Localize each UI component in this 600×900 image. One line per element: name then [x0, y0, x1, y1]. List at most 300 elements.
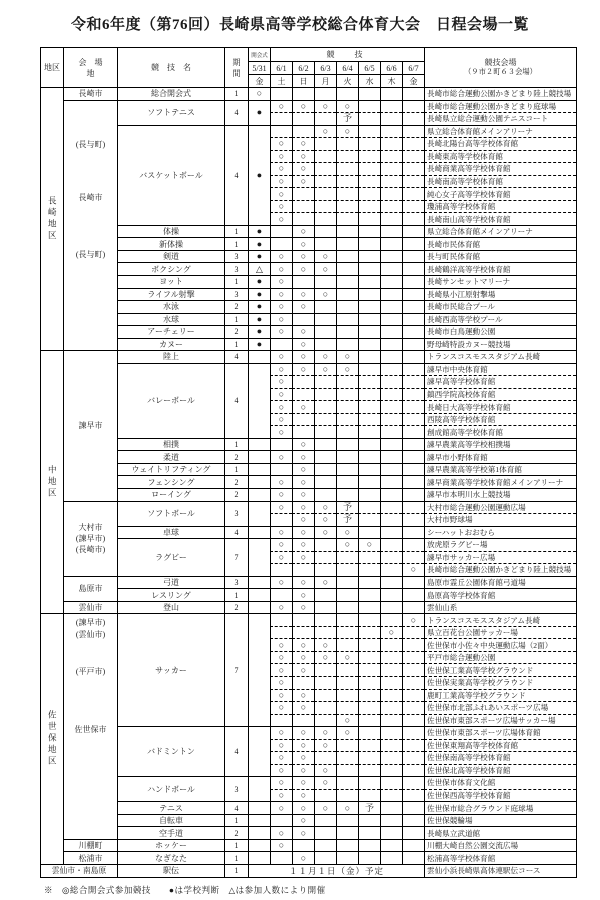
venue-cell: 長崎西高等学校プール	[424, 313, 576, 326]
day-mark-cell: ○	[270, 801, 292, 814]
day-mark-cell	[358, 388, 380, 401]
sport-name-cell: バレーボール	[117, 363, 224, 438]
header-period: 期 間	[224, 48, 248, 87]
day-mark-cell	[380, 112, 402, 125]
day-mark-cell	[336, 325, 358, 338]
day-mark-cell: ○	[292, 739, 314, 752]
day-mark-cell: ○	[270, 325, 292, 338]
day-mark-cell	[402, 225, 424, 238]
day-mark-cell	[380, 300, 402, 313]
day-mark-cell	[402, 338, 424, 351]
day-mark-cell	[314, 626, 336, 639]
header-day-week: 金	[402, 74, 424, 87]
day-mark-cell	[402, 137, 424, 150]
day-mark-cell	[402, 363, 424, 376]
day-mark-cell	[380, 513, 402, 526]
period-cell: 3	[224, 288, 248, 301]
day-mark-cell	[380, 250, 402, 263]
day-mark-cell	[358, 137, 380, 150]
day-mark-cell: ○	[270, 200, 292, 213]
day-mark-cell	[336, 262, 358, 275]
day-mark-cell	[314, 588, 336, 601]
opening-mark-cell	[248, 475, 270, 488]
day-mark-cell	[358, 526, 380, 539]
day-mark-cell	[380, 200, 402, 213]
day-mark-cell	[402, 162, 424, 175]
day-mark-cell	[270, 563, 292, 576]
day-mark-cell: ○	[270, 826, 292, 839]
venue-cell: 雲仙山系	[424, 601, 576, 614]
venue-cell: 長崎県小江原射撃場	[424, 288, 576, 301]
day-mark-cell: ○	[270, 400, 292, 413]
day-mark-cell	[358, 225, 380, 238]
day-mark-cell	[314, 751, 336, 764]
day-mark-cell	[270, 613, 292, 626]
day-mark-cell	[336, 689, 358, 702]
day-mark-cell	[358, 425, 380, 438]
day-mark-cell	[358, 839, 380, 852]
day-mark-cell	[314, 275, 336, 288]
venue-cell: 瓊浦高等学校体育館	[424, 200, 576, 213]
day-mark-cell	[336, 275, 358, 288]
opening-mark-cell	[248, 851, 270, 864]
day-mark-cell	[336, 851, 358, 864]
day-mark-cell	[402, 87, 424, 100]
day-mark-cell	[380, 388, 402, 401]
place-cell	[63, 350, 117, 500]
venue-cell: 松浦高等学校体育館	[424, 851, 576, 864]
venue-cell: 佐世保市北部ふれあいスポーツ広場	[424, 701, 576, 714]
opening-mark-cell: ●	[248, 275, 270, 288]
day-mark-cell	[402, 814, 424, 827]
header-day-date: 6/3	[314, 61, 336, 74]
day-mark-cell	[336, 87, 358, 100]
day-mark-cell	[380, 438, 402, 451]
day-mark-cell	[314, 225, 336, 238]
day-mark-cell: ○	[292, 463, 314, 476]
period-cell: 7	[224, 538, 248, 576]
day-mark-cell	[380, 187, 402, 200]
venue-cell: 佐世保市東部スポーツ広場サッカー場	[424, 714, 576, 727]
day-mark-cell	[336, 488, 358, 501]
opening-mark-cell	[248, 438, 270, 451]
day-mark-cell	[380, 262, 402, 275]
day-mark-cell	[402, 739, 424, 752]
day-mark-cell	[336, 250, 358, 263]
venue-cell: 長与町民体育館	[424, 250, 576, 263]
venue-cell: 島原高等学校体育館	[424, 588, 576, 601]
day-mark-cell: ○	[292, 588, 314, 601]
day-mark-cell: ○	[270, 100, 292, 113]
opening-mark-cell	[248, 363, 270, 438]
place-label: 島原市	[78, 584, 103, 594]
day-mark-cell: ○	[270, 425, 292, 438]
day-mark-cell	[336, 413, 358, 426]
header-sport: 競 技 名	[117, 48, 224, 87]
day-mark-cell	[292, 676, 314, 689]
sport-name-cell: フェンシング	[117, 475, 224, 488]
header-opening-date: 5/31	[248, 61, 270, 74]
day-mark-cell: ○	[314, 350, 336, 363]
day-mark-cell	[402, 425, 424, 438]
place-label: 諫早市	[78, 421, 103, 431]
day-mark-cell	[358, 212, 380, 225]
day-mark-cell	[402, 262, 424, 275]
place-label: (長与町)	[75, 140, 106, 150]
day-mark-cell	[358, 776, 380, 789]
venue-cell: 諫早農業高等学校第1体育館	[424, 463, 576, 476]
day-mark-cell	[336, 676, 358, 689]
day-mark-cell	[358, 751, 380, 764]
day-mark-cell: ○	[292, 826, 314, 839]
day-mark-cell	[314, 839, 336, 852]
sport-name-cell: ソフトボール	[117, 501, 224, 526]
day-mark-cell	[380, 313, 402, 326]
venue-cell: 長崎県立総合運動公園テニスコート	[424, 112, 576, 125]
period-cell: 2	[224, 826, 248, 839]
sport-name-cell: 卓球	[117, 526, 224, 539]
day-mark-cell: ○	[292, 300, 314, 313]
opening-mark-cell: ●	[248, 313, 270, 326]
opening-mark-cell	[248, 501, 270, 526]
day-mark-cell: ○	[314, 288, 336, 301]
day-mark-cell	[380, 776, 402, 789]
day-mark-cell	[380, 689, 402, 702]
sport-name-cell: ハンドボール	[117, 776, 224, 801]
day-mark-cell	[292, 714, 314, 727]
day-mark-cell: ○	[314, 363, 336, 376]
period-cell: 2	[224, 475, 248, 488]
day-mark-cell	[314, 150, 336, 163]
day-mark-cell: ○	[314, 776, 336, 789]
venue-cell: 長崎南高等学校体育館	[424, 175, 576, 188]
day-mark-cell	[336, 400, 358, 413]
day-mark-cell	[314, 300, 336, 313]
day-mark-cell	[358, 275, 380, 288]
day-mark-cell	[314, 714, 336, 727]
header-day-week: 土	[270, 74, 292, 87]
day-mark-cell: ○	[270, 275, 292, 288]
venue-cell: 諫早市小野体育館	[424, 450, 576, 463]
opening-mark-cell: ●	[248, 237, 270, 250]
day-mark-cell	[402, 526, 424, 539]
day-mark-cell: ○	[292, 350, 314, 363]
day-mark-cell	[336, 814, 358, 827]
day-mark-cell: ○	[292, 488, 314, 501]
day-mark-cell	[292, 87, 314, 100]
place-cell	[63, 851, 117, 864]
day-mark-cell	[358, 601, 380, 614]
day-mark-cell	[358, 288, 380, 301]
day-mark-cell	[358, 262, 380, 275]
day-mark-cell	[314, 325, 336, 338]
sport-name-cell: なぎなた	[117, 851, 224, 864]
venue-cell: 長崎サンセットマリーナ	[424, 275, 576, 288]
period-cell: 4	[224, 100, 248, 125]
day-mark-cell	[336, 576, 358, 589]
day-mark-cell: ○	[270, 150, 292, 163]
day-mark-cell	[380, 212, 402, 225]
day-mark-cell: ○	[336, 651, 358, 664]
day-mark-cell: ○	[270, 187, 292, 200]
day-mark-cell: ○	[336, 363, 358, 376]
venue-cell: 佐世保市体育文化館	[424, 776, 576, 789]
day-mark-cell	[380, 100, 402, 113]
day-mark-cell	[380, 726, 402, 739]
day-mark-cell	[336, 463, 358, 476]
place-cell	[63, 613, 117, 839]
venue-cell: 鹿町工業高等学校グラウンド	[424, 689, 576, 702]
venue-cell: 佐世保競輪場	[424, 814, 576, 827]
day-mark-cell: ○	[314, 801, 336, 814]
day-mark-cell: ○	[292, 689, 314, 702]
venue-cell: 佐世保北高等学校体育館	[424, 764, 576, 777]
day-mark-cell	[380, 413, 402, 426]
opening-mark-cell	[248, 839, 270, 852]
day-mark-cell: ○	[292, 551, 314, 564]
venue-cell: 佐世保西高等学校体育館	[424, 789, 576, 802]
header-games: 競 技	[270, 48, 424, 61]
day-mark-cell	[336, 150, 358, 163]
day-mark-cell	[402, 588, 424, 601]
day-mark-cell	[358, 150, 380, 163]
day-mark-cell	[358, 313, 380, 326]
day-mark-cell	[380, 576, 402, 589]
day-mark-cell	[336, 475, 358, 488]
day-mark-cell	[358, 375, 380, 388]
header-day-date: 6/5	[358, 61, 380, 74]
venue-cell: 長崎市総合運動公園かきどまり陸上競技場	[424, 87, 576, 100]
place-label: 川棚町	[78, 841, 103, 851]
day-mark-cell	[380, 363, 402, 376]
venue-cell: 長崎市白鳥運動公園	[424, 325, 576, 338]
day-mark-cell	[402, 250, 424, 263]
place-label: (長崎市)	[75, 545, 106, 555]
day-mark-cell	[380, 563, 402, 576]
day-mark-cell	[358, 338, 380, 351]
day-mark-cell: ○	[292, 175, 314, 188]
header-day-date: 6/7	[402, 61, 424, 74]
day-mark-cell	[358, 663, 380, 676]
day-mark-cell	[380, 375, 402, 388]
day-mark-cell: ○	[270, 162, 292, 175]
venue-cell: 雲仙小浜長崎県高体連駅伝コース	[424, 864, 576, 877]
day-mark-cell	[380, 175, 402, 188]
day-mark-cell: ○	[314, 513, 336, 526]
day-mark-cell	[402, 313, 424, 326]
venue-cell: 長崎市総合運動公園かきどまり庭球場	[424, 100, 576, 113]
day-mark-cell	[402, 501, 424, 514]
district-cell	[41, 613, 63, 864]
venue-cell: 長崎県立武道館	[424, 826, 576, 839]
opening-mark-cell: ●	[248, 125, 270, 225]
day-mark-cell: ○	[292, 726, 314, 739]
day-mark-cell	[402, 275, 424, 288]
day-mark-cell	[358, 363, 380, 376]
place-cell	[63, 501, 117, 576]
day-mark-cell	[380, 551, 402, 564]
day-mark-cell	[402, 212, 424, 225]
period-cell: 1	[224, 814, 248, 827]
day-mark-cell	[358, 789, 380, 802]
opening-mark-cell	[248, 538, 270, 576]
day-mark-cell: ○	[270, 663, 292, 676]
day-mark-cell	[402, 551, 424, 564]
day-mark-cell: ○	[336, 726, 358, 739]
day-mark-cell	[314, 338, 336, 351]
sport-name-cell: サッカー	[117, 613, 224, 726]
day-mark-cell: ○	[336, 125, 358, 138]
opening-mark-cell: ●	[248, 225, 270, 238]
sport-name-cell: 体操	[117, 225, 224, 238]
day-mark-cell: ○	[270, 701, 292, 714]
place-cell	[63, 576, 117, 601]
venue-cell: 長崎北陽台高等学校体育館	[424, 137, 576, 150]
day-mark-cell	[292, 388, 314, 401]
day-mark-cell	[314, 663, 336, 676]
venue-cell: 諫早農業高等学校相撲場	[424, 438, 576, 451]
sport-name-cell: 登山	[117, 601, 224, 614]
venue-cell: 県立総合体育館メインアリーナ	[424, 225, 576, 238]
day-mark-cell	[380, 463, 402, 476]
day-mark-cell	[358, 689, 380, 702]
day-mark-cell	[402, 663, 424, 676]
period-cell: 1	[224, 588, 248, 601]
day-mark-cell	[270, 112, 292, 125]
day-mark-cell: ○	[292, 237, 314, 250]
day-mark-cell	[358, 701, 380, 714]
day-mark-cell	[380, 538, 402, 551]
day-mark-cell	[314, 701, 336, 714]
day-mark-cell	[314, 814, 336, 827]
day-mark-cell	[402, 701, 424, 714]
day-mark-cell	[358, 638, 380, 651]
day-mark-cell	[314, 601, 336, 614]
day-mark-cell	[402, 288, 424, 301]
day-mark-cell	[380, 150, 402, 163]
place-cell	[63, 100, 117, 351]
day-mark-cell	[336, 237, 358, 250]
day-mark-cell	[358, 450, 380, 463]
venue-cell: 川棚大崎自然公園交流広場	[424, 839, 576, 852]
table-header	[41, 48, 576, 87]
day-mark-cell	[358, 463, 380, 476]
day-mark-cell	[314, 676, 336, 689]
day-mark-cell: ○	[270, 764, 292, 777]
opening-mark-cell: △	[248, 262, 270, 275]
day-mark-cell	[402, 651, 424, 664]
day-mark-cell: ○	[292, 701, 314, 714]
day-mark-cell	[292, 563, 314, 576]
opening-mark-cell: ●	[248, 338, 270, 351]
period-cell: 1	[224, 463, 248, 476]
day-mark-cell	[380, 851, 402, 864]
period-cell: 2	[224, 300, 248, 313]
day-mark-cell	[380, 814, 402, 827]
day-mark-cell	[402, 388, 424, 401]
day-mark-cell	[336, 551, 358, 564]
day-mark-cell	[402, 538, 424, 551]
period-cell: 4	[224, 125, 248, 225]
day-mark-cell: ○	[292, 814, 314, 827]
header-venue: 競技会場 （９市２町６３会場）	[424, 48, 576, 87]
venue-cell: 長崎市民総合プール	[424, 300, 576, 313]
day-mark-cell	[336, 187, 358, 200]
sport-name-cell: ラグビー	[117, 538, 224, 576]
day-mark-cell: ○	[292, 764, 314, 777]
day-mark-cell: ○	[380, 626, 402, 639]
footnote: ※ ◎総合開会式参加競技 ●は学校判断 △は参加人数により開催	[44, 885, 326, 895]
sport-name-cell: 柔道	[117, 450, 224, 463]
day-mark-cell	[314, 175, 336, 188]
venue-cell: 放虎原ラグビー場	[424, 538, 576, 551]
sport-name-cell: 駅伝	[117, 864, 224, 877]
day-mark-cell	[314, 851, 336, 864]
day-mark-cell	[380, 839, 402, 852]
day-mark-cell	[358, 814, 380, 827]
day-mark-cell	[380, 764, 402, 777]
day-mark-cell: ○	[314, 739, 336, 752]
day-mark-cell	[402, 851, 424, 864]
venue-cell: 創成館高等学校体育館	[424, 425, 576, 438]
day-mark-cell	[292, 626, 314, 639]
day-mark-cell: ○	[292, 475, 314, 488]
day-mark-cell	[402, 200, 424, 213]
venue-cell: 大村市野球場	[424, 513, 576, 526]
day-mark-cell	[402, 751, 424, 764]
schedule-note-cell: １１月１日（金）予定	[248, 864, 424, 877]
header-opening: 開会式	[248, 48, 270, 61]
day-mark-cell	[292, 212, 314, 225]
day-mark-cell	[314, 551, 336, 564]
opening-mark-cell	[248, 588, 270, 601]
venue-cell: 平戸市総合運動公園	[424, 651, 576, 664]
day-mark-cell: ○	[270, 262, 292, 275]
day-mark-cell: ○	[270, 726, 292, 739]
day-mark-cell	[336, 701, 358, 714]
day-mark-cell: ○	[292, 137, 314, 150]
day-mark-cell: ○	[314, 651, 336, 664]
day-mark-cell	[314, 137, 336, 150]
day-mark-cell: ○	[292, 538, 314, 551]
day-mark-cell: ○	[292, 638, 314, 651]
day-mark-cell	[358, 200, 380, 213]
opening-mark-cell	[248, 601, 270, 614]
day-mark-cell	[358, 739, 380, 752]
day-mark-cell: ○	[292, 150, 314, 163]
day-mark-cell	[358, 676, 380, 689]
day-mark-cell	[380, 638, 402, 651]
period-cell: 1	[224, 275, 248, 288]
day-mark-cell: ○	[292, 325, 314, 338]
day-mark-cell	[380, 237, 402, 250]
day-mark-cell: ○	[270, 350, 292, 363]
day-mark-cell	[402, 350, 424, 363]
day-mark-cell	[402, 187, 424, 200]
day-mark-cell: ○	[270, 551, 292, 564]
venue-cell: 諫早商業高等学校体育館メインアリーナ	[424, 475, 576, 488]
day-mark-cell	[336, 313, 358, 326]
day-mark-cell	[292, 839, 314, 852]
day-mark-cell	[292, 112, 314, 125]
opening-mark-cell: ●	[248, 100, 270, 125]
place-label: 佐世保市	[74, 725, 107, 735]
opening-mark-cell: ●	[248, 288, 270, 301]
day-mark-cell: ○	[270, 576, 292, 589]
opening-mark-cell	[248, 463, 270, 476]
day-mark-cell	[358, 112, 380, 125]
period-cell: 1	[224, 839, 248, 852]
